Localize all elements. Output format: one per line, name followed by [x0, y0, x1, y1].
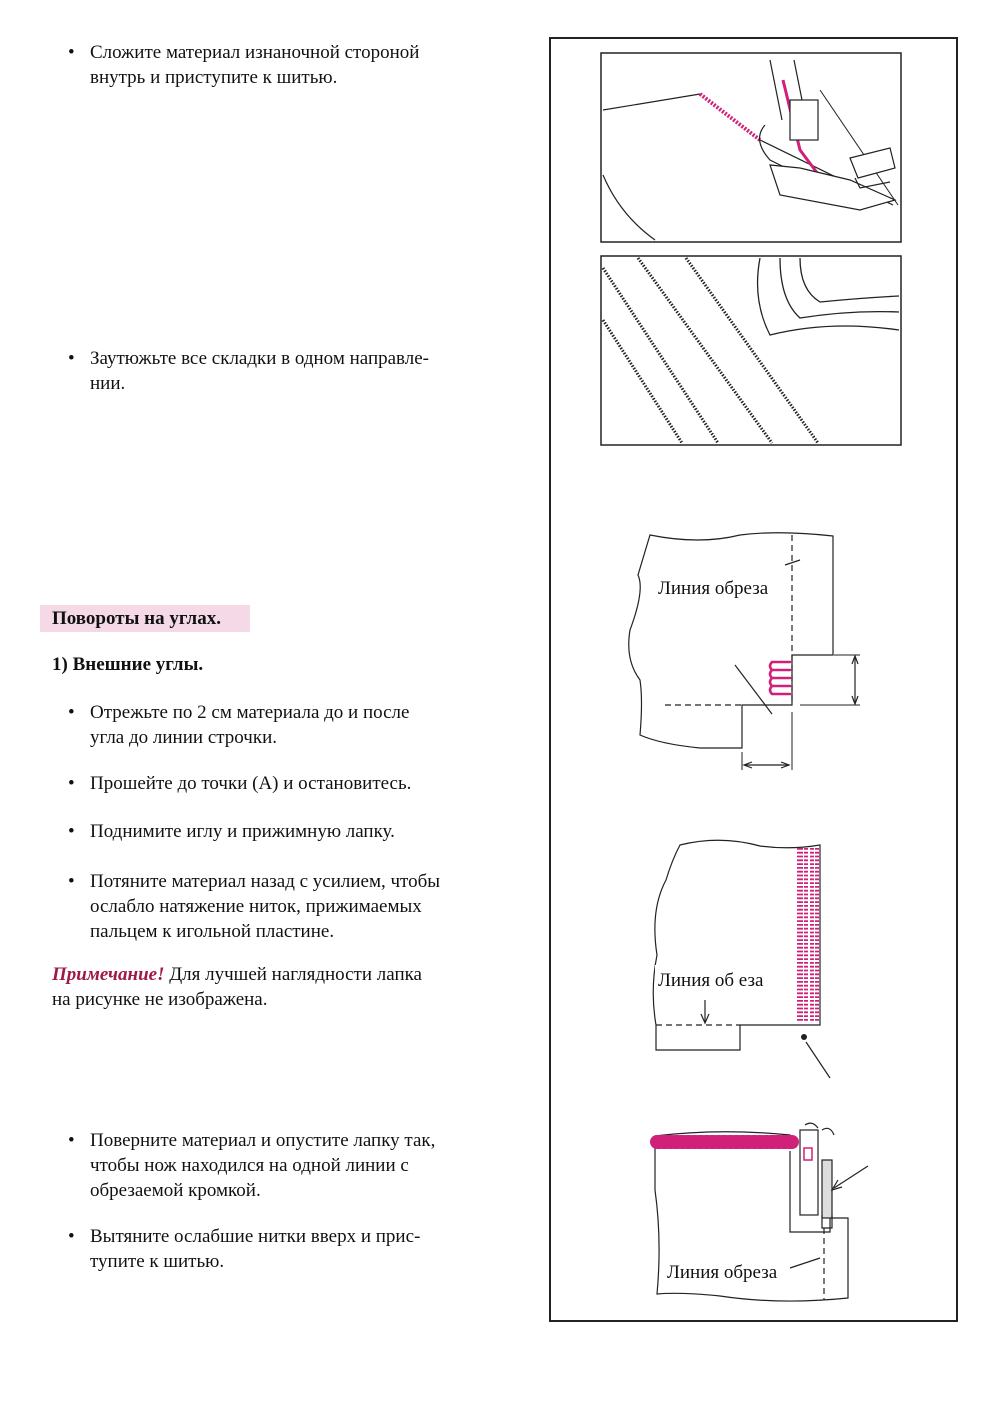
bullet-line: ослабло натяжение ниток, прижимаемых — [90, 896, 422, 917]
bullet-line: Поднимите иглу и прижимную лапку. — [90, 821, 395, 842]
bullet-line: Заутюжьте все складки в одном направле- — [90, 348, 430, 369]
bullet-dot: • — [68, 42, 75, 63]
figure-turn-fabric — [655, 1123, 868, 1301]
fig4-cut-line-label: Линия об еза — [658, 970, 764, 991]
figure-pressed-folds — [601, 256, 901, 445]
note-line: Для лучшей наглядности лапка — [164, 964, 422, 985]
bullet-line: внутрь и приступите к шитью. — [90, 67, 338, 88]
bullet-dot: • — [68, 702, 75, 723]
fig3-cut-line-label: Линия обреза — [658, 578, 769, 599]
subsection-heading: 1) Внешние углы. — [52, 654, 204, 675]
note-line: на рисунке не изображена. — [52, 989, 268, 1010]
figure-corner-cut — [629, 533, 860, 770]
bullet-dot: • — [68, 773, 75, 794]
bullet-line: Поверните материал и опустите лапку так, — [90, 1130, 436, 1151]
bullet-dot: • — [68, 348, 75, 369]
bullet-line: Вытяните ослабшие нитки вверх и прис- — [90, 1226, 421, 1247]
bullet-line: пальцем к игольной пластине. — [90, 921, 335, 942]
bullet-line: Прошейте до точки (А) и остановитесь. — [90, 773, 412, 794]
bullet-line: тупите к шитью. — [90, 1251, 225, 1272]
note-label: Примечание! — [52, 964, 165, 985]
bullet-line: чтобы нож находился на одной линии с — [90, 1155, 409, 1176]
bullet-line: угла до линии строчки. — [90, 727, 277, 748]
fig5-cut-line-label: Линия обреза — [667, 1262, 778, 1283]
bullet-line: Отрежьте по 2 см материала до и после — [90, 702, 410, 723]
bullet-dot: • — [68, 1130, 75, 1151]
bullet-line: нии. — [90, 373, 126, 394]
bullet-dot: • — [68, 871, 75, 892]
figure-sewing-foot — [601, 53, 901, 242]
bullet-line: обрезаемой кромкой. — [90, 1180, 261, 1201]
section-heading: Повороты на углах. — [52, 608, 221, 629]
figure-sew-to-point — [653, 840, 830, 1078]
bullet-dot: • — [68, 1226, 75, 1247]
bullet-line: Сложите материал изнаночной стороной — [90, 42, 420, 63]
bullet-dot: • — [68, 821, 75, 842]
bullet-line: Потяните материал назад с усилием, чтобы — [90, 871, 441, 892]
